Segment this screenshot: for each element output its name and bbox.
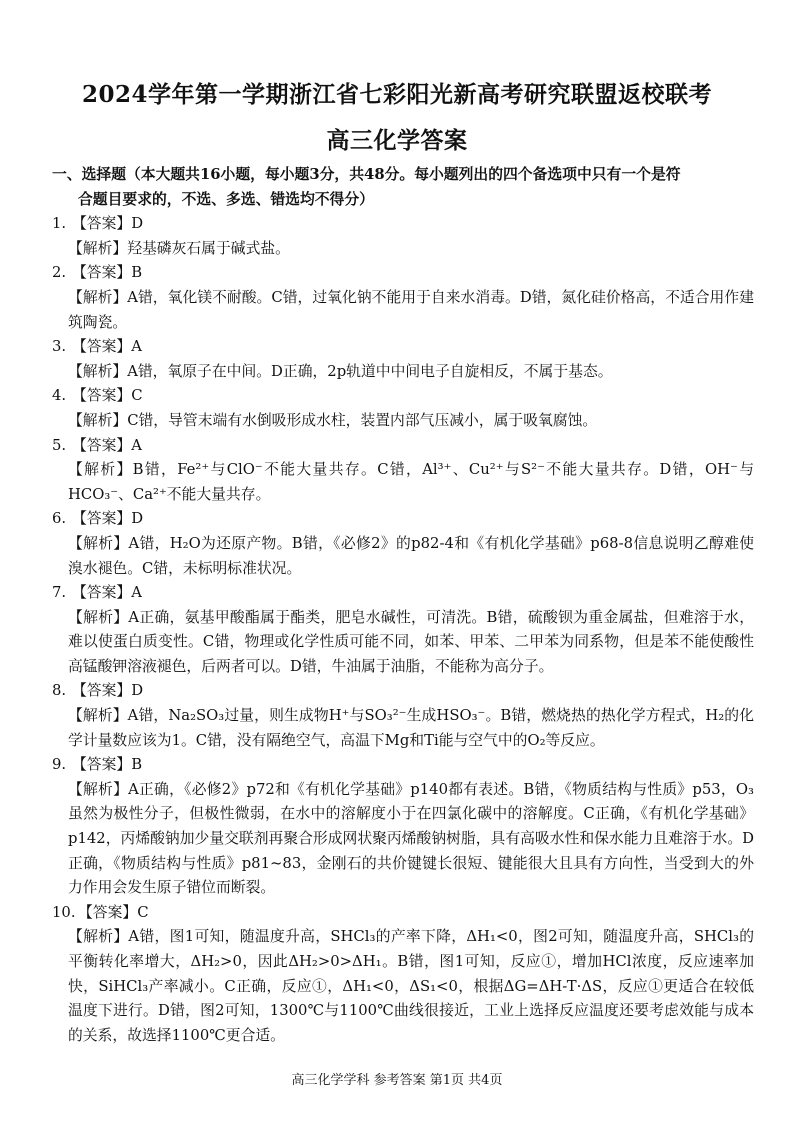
explanation-text: 【解析】A错，Na₂SO₃过量，则生成物H⁺与SO₃²⁻生成HSO₃⁻。B错，燃烧热的热化学方程式，H₂的化学计量数应该为1。C错，没有隔绝空气，高温下Mg和Ti能与空气中的O₂等反应。: [68, 707, 754, 749]
page-footer: 高三化学学科 参考答案 第1页 共4页: [291, 1073, 503, 1088]
answer-label: 【答案】C: [72, 387, 143, 405]
question-number: 2.: [52, 264, 67, 282]
answer-label: 【答案】D: [72, 510, 144, 528]
question-item: [52, 901, 754, 1049]
answer-label: 【答案】A: [72, 338, 142, 356]
explanation-text: 【解析】B错，Fe²⁺与ClO⁻不能大量共存。C错，Al³⁺、Cu²⁺与S²⁻不能大量共存。D错，OH⁻与HCO₃⁻、Ca²⁺不能大量共存。: [68, 461, 754, 503]
answer-content: [52, 163, 754, 1048]
question-item: [52, 507, 754, 581]
page-subtitle: 高三化学答案: [326, 127, 468, 154]
answer-label: 【答案】B: [72, 756, 143, 774]
question-item: [52, 384, 754, 433]
explanation-text: 【解析】A错，氧原子在中间。D正确，2p轨道中中间电子自旋相反，不属于基态。: [68, 362, 613, 380]
explanation-text: 【解析】A错，图1可知，随温度升高，SHCl₃的产率下降，ΔH₁<0，图2可知，随温度升高，SHCl₃的平衡转化率增大，ΔH₂>0，因此ΔH₂>0>ΔH₁。B错，图1可知，反应①，增加HCl浓度，反应速率加快，SiHCl₃产率减小。C正确，反应①，ΔH₁<0，ΔS₁<0，根据ΔG=ΔH-T·ΔS，反应①更适合在较低温度下进行。D错，图2可知，1300℃与1100℃曲线很接近，工业上选择反应温度还要考虑效能与成本的关系，故选择1100℃更合适。: [68, 928, 754, 1044]
explanation-text: 【解析】A正确，氨基甲酸酯属于酯类，肥皂水碱性，可清洗。B错，硫酸钡为重金属盐，但难溶于水，难以使蛋白质变性。C错，物理或化学性质可能不同，如苯、甲苯、二甲苯为同系物，但是苯不能使酸性高锰酸钾溶液褪色，后两者可以。D错，牛油属于油脂，不能称为高分子。: [68, 608, 754, 675]
answer-label: 【答案】A: [72, 584, 142, 602]
question-number: 1.: [52, 215, 67, 233]
question-item: [52, 753, 754, 901]
answer-label: 【答案】D: [72, 682, 144, 700]
explanation-text: 【解析】A错，氧化镁不耐酸。C错，过氧化钠不能用于自来水消毒。D错，氮化硅价格高，不适合用作建筑陶瓷。: [68, 288, 755, 331]
answer-label: 【答案】C: [78, 903, 149, 921]
answer-label: 【答案】D: [72, 215, 144, 233]
question-item: [52, 212, 754, 261]
question-number: 4.: [52, 387, 67, 405]
explanation-text: 【解析】羟基磷灰石属于碱式盐。: [68, 239, 290, 257]
question-item: [52, 335, 754, 384]
section-heading-continued: 合题目要求的，不选、多选、错选均不得分）: [78, 190, 374, 208]
explanation-text: 【解析】A错，H₂O为还原产物。B错，《必修2》的p82-4和《有机化学基础》p68-8信息说明乙醇难使溴水褪色。C错，未标明标准状况。: [68, 534, 754, 577]
question-number: 9.: [52, 756, 67, 774]
question-number: 3.: [52, 338, 67, 356]
question-number: 6.: [52, 510, 67, 528]
answer-label: 【答案】B: [72, 264, 143, 282]
question-item: [52, 679, 754, 753]
explanation-text: 【解析】A正确，《必修2》p72和《有机化学基础》p140都有表述。B错，《物质结构与性质》p53，O₃虽然为极性分子，但极性微弱，在水中的溶解度小于在四氯化碳中的溶解度。C正确，《有机化学基础》p142，丙烯酸钠加少量交联剂再聚合形成网状聚丙烯酸钠树脂，具有高吸水性和保水能力且难溶于水。D正确，《物质结构与性质》p81~83，金刚石的共价键键长很短、键能很大且具有方向性，当受到大的外力作用会发生原子错位而断裂。: [68, 780, 754, 897]
question-number: 10.: [52, 903, 76, 921]
question-number: 5.: [52, 436, 67, 454]
answer-label: 【答案】A: [72, 436, 142, 454]
question-item: [52, 581, 754, 679]
question-item: [52, 434, 754, 508]
section-heading: 一、选择题（本大题共16小题，每小题3分，共48分。每小题列出的四个备选项中只有一个是符: [52, 166, 681, 183]
question-number: 7.: [52, 584, 67, 602]
explanation-text: 【解析】C错，导管末端有水倒吸形成水柱，装置内部气压减小，属于吸氧腐蚀。: [68, 411, 598, 429]
page-title: 2024学年第一学期浙江省七彩阳光新高考研究联盟返校联考: [81, 81, 712, 108]
question-number: 8.: [52, 682, 67, 700]
question-item: [52, 261, 754, 335]
